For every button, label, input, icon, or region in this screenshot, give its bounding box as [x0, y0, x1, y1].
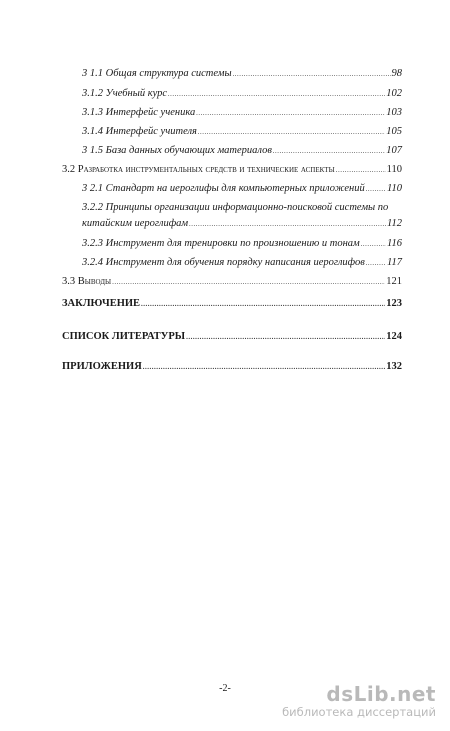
- toc-entry-label: 3.3 Выводы: [62, 276, 112, 287]
- toc-entry-3-3: [62, 276, 402, 288]
- toc-entry-label: 3.1.4 Интерфейс учителя: [82, 126, 197, 137]
- leader-dots: [361, 238, 386, 250]
- toc-entry-page: 112: [387, 218, 402, 229]
- toc-entry-page: 132: [386, 361, 402, 372]
- leader-dots: [233, 68, 391, 80]
- page-number: -2-: [219, 683, 231, 694]
- leader-dots: [198, 126, 385, 138]
- toc-entry-label: 3.2.3 Инструмент для тренировки по произношению и тонам: [82, 238, 360, 249]
- toc-entry-3-2-2-line1: 3.2.2 Принципы организации информационно-поисковой системы по: [82, 202, 389, 213]
- toc-entry-appendices: [62, 361, 402, 373]
- toc-entry-label: 3.2 Разработка инструментальных средств и технические аспекты: [62, 164, 335, 175]
- toc-entry-label: СПИСОК ЛИТЕРАТУРЫ: [62, 331, 186, 342]
- toc-entry-label: ПРИЛОЖЕНИЯ: [62, 361, 142, 372]
- toc-entry-3-1-1: [82, 68, 402, 80]
- toc-entry-page: 98: [391, 68, 402, 79]
- toc-entry-label: 3 1.5 База данных обучающих материалов: [82, 145, 272, 156]
- toc-entry-page: 117: [387, 257, 402, 268]
- toc-entry-3-2: [62, 164, 402, 176]
- toc-entry-3-2-3: [82, 238, 402, 250]
- toc-entry-3-2-4: [82, 257, 402, 269]
- toc-entry-label: 3 2.1 Стандарт на иероглифы для компьютерных приложений: [82, 183, 365, 194]
- toc-entry-page: 121: [386, 276, 402, 287]
- leader-dots: [143, 361, 385, 373]
- toc-entry-3-1-5: [82, 145, 402, 157]
- toc-entry-3-1-2: [82, 88, 402, 100]
- toc-entry-label: китайским иероглифам: [82, 218, 189, 229]
- watermark-logo: dsLib.net: [326, 682, 436, 706]
- toc-entry-page: 105: [386, 126, 402, 137]
- toc-entry-page: 107: [386, 145, 402, 156]
- leader-dots: [366, 257, 386, 269]
- toc-entry-references: [62, 331, 402, 343]
- leader-dots: [112, 276, 385, 288]
- toc-entry-page: 103: [386, 107, 402, 118]
- leader-dots: [186, 331, 385, 343]
- toc-entry-page: 110: [386, 164, 402, 175]
- leader-dots: [189, 218, 386, 230]
- toc-entry-page: 116: [387, 238, 402, 249]
- toc-entry-3-1-4: [82, 126, 402, 138]
- toc-entry-3-1-3: [82, 107, 402, 119]
- leader-dots: [196, 107, 385, 119]
- toc-entry-label: 3.2.4 Инструмент для обучения порядку написания иероглифов: [82, 257, 365, 268]
- leader-dots: [366, 183, 386, 195]
- toc-entry-3-2-1: [82, 183, 402, 195]
- toc-entry-label: 3 1.1 Общая структура системы: [82, 68, 232, 79]
- toc-entry-conclusion: [62, 298, 402, 310]
- leader-dots: [336, 164, 386, 176]
- toc-entry-page: 102: [386, 88, 402, 99]
- leader-dots: [273, 145, 385, 157]
- toc-entry-label: 3.1.3 Интерфейс ученика: [82, 107, 196, 118]
- toc-entry-label: ЗАКЛЮЧЕНИЕ: [62, 298, 141, 309]
- watermark: [282, 683, 436, 719]
- toc-entry-label: 3.1.2 Учебный курс: [82, 88, 168, 99]
- toc-entry-page: 124: [386, 331, 402, 342]
- watermark-subtitle: библиотека диссертаций: [282, 705, 436, 719]
- leader-dots: [141, 298, 385, 310]
- leader-dots: [168, 88, 385, 100]
- toc-entry-page: 123: [386, 298, 402, 309]
- toc-entry-page: 110: [387, 183, 402, 194]
- toc-entry-3-2-2: [82, 218, 402, 230]
